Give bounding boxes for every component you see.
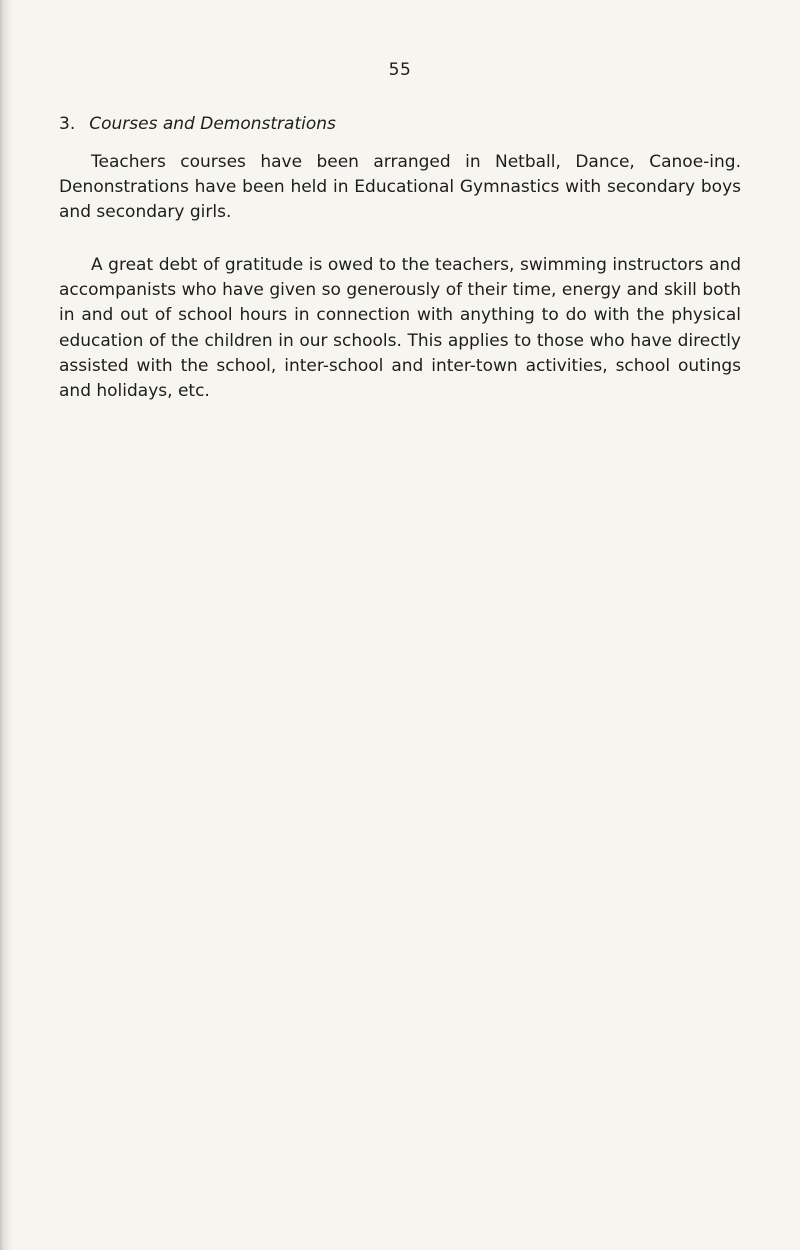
section-heading — [59, 114, 336, 134]
page-binding-shadow — [0, 0, 12, 1250]
page-number: 55 — [388, 60, 412, 80]
paragraph-gratitude: A great debt of gratitude is owed to the teachers, swimming instructors and accompanists who have given so generously of their time, energy and skill both in and out of school hours in connection with anything to do with the physical education of the children in our schools. This applies to those who have directly assisted with the school, inter-school and inter-town activities, school outings and holidays, etc. — [59, 255, 741, 402]
paragraph-courses: Teachers courses have been arranged in Netball, Dance, Canoe-ing. Denonstrations have been held in Educational Gymnastics with secondary boys and secondary girls. — [59, 152, 741, 223]
section-title: Courses and Demonstrations — [89, 114, 336, 134]
section-number: 3. — [59, 114, 76, 134]
